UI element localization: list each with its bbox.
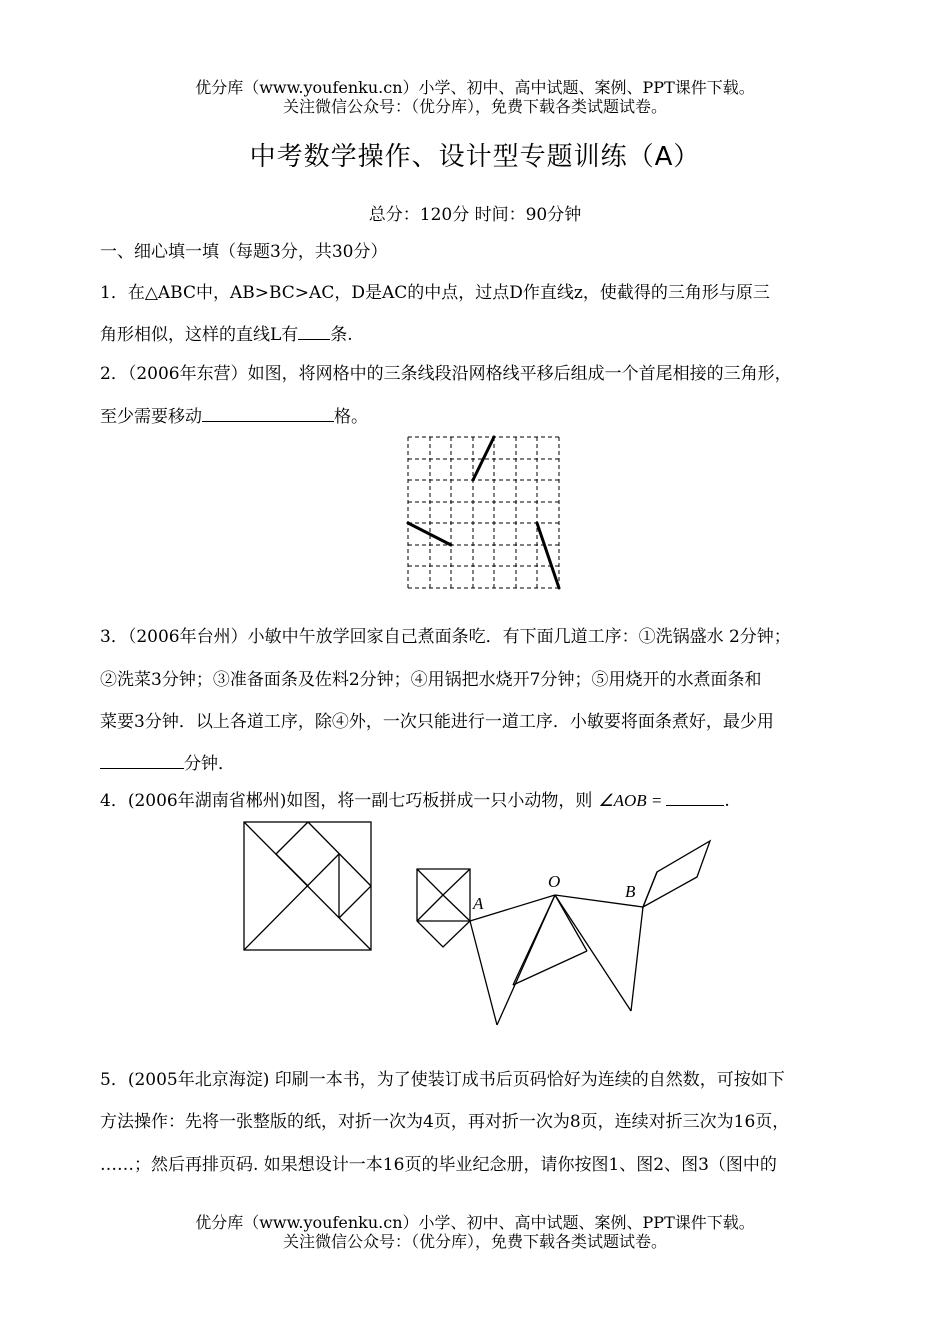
q2-line-2: [100, 402, 368, 427]
q2-text-post: 格。: [334, 407, 368, 427]
q3-text-post: 分钟．: [184, 754, 235, 774]
q1-line-2: [100, 320, 353, 345]
q1-text-post: 条.: [330, 325, 353, 345]
tangram-square-figure: [238, 818, 378, 954]
label-A: A: [473, 894, 484, 913]
footer-line-1: 优分库（www.youfenku.cn）小学、初中、高中试题、案例、PPT课件下载。: [195, 1213, 755, 1232]
q3-answer-blank[interactable]: [100, 750, 184, 769]
q2-line-1: 2．（2006年东营）如图，将网格中的三条线段沿网格线平移后组成一个首尾相接的三角形，: [100, 364, 792, 384]
q1-answer-blank[interactable]: [298, 321, 330, 340]
q4-text-pre: 4．(2006年湖南省郴州)如图，将一副七巧板拼成一只小动物，则: [100, 791, 593, 811]
q3-line-3: 菜要3分钟．以上各道工序，除④外，一次只能进行一道工序．小敏要将面条煮好，最少用: [100, 712, 774, 732]
q3-line-4: [100, 749, 235, 774]
q5-line-1: 5．(2005年北京海淀) 印刷一本书，为了使装订成书后页码恰好为连续的自然数，可按如下: [100, 1070, 785, 1090]
q3-line-2: ②洗菜3分钟；③准备面条及佐料2分钟；④用锅把水烧开7分钟；⑤用烧开的水煮面条和: [100, 670, 762, 690]
q2-segment-2: [408, 523, 451, 545]
q1-line-1: 1．在△ABC中，AB>BC>AC，D是AC的中点，过点D作直线z，使截得的三角形与原三: [100, 283, 770, 303]
q5-line-2: 方法操作：先将一张整版的纸，对折一次为4页，再对折一次为8页，连续对折三次为16页，: [100, 1112, 790, 1132]
q4-answer-blank[interactable]: [666, 787, 724, 806]
header-line-2: 关注微信公众号：（优分库），免费下载各类试题试卷。: [282, 97, 667, 116]
q3-line-1: 3．（2006年台州）小敏中午放学回家自己煮面条吃．有下面几道工序：①洗锅盛水 2分钟；: [100, 627, 791, 647]
q4-text-post: .: [724, 791, 730, 811]
section-heading: 一、细心填一填（每题3分，共30分）: [100, 242, 388, 262]
q2-segment-1: [473, 437, 494, 480]
q4-line-1: [100, 786, 730, 811]
label-O: O: [548, 872, 561, 891]
label-B: B: [625, 882, 636, 901]
q2-answer-blank[interactable]: [202, 403, 334, 422]
footer-line-2: 关注微信公众号：（优分库），免费下载各类试题试卷。: [282, 1232, 667, 1251]
header-line-1: 优分库（www.youfenku.cn）小学、初中、高中试题、案例、PPT课件下载。: [195, 78, 755, 97]
score-time: 总分：120分 时间：90分钟: [368, 205, 582, 225]
q1-text-pre: 角形相似，这样的直线L有: [100, 325, 299, 345]
page-title: 中考数学操作、设计型专题训练（A）: [249, 142, 701, 172]
tangram-animal-figure: [405, 835, 725, 1035]
q2-text-pre: 至少需要移动: [100, 407, 202, 427]
q4-angle-expression: ∠AOB =: [598, 791, 663, 810]
q2-segment-3: [537, 523, 559, 588]
q5-line-3: ……；然后再排页码. 如果想设计一本16页的毕业纪念册，请你按图1、图2、图3（图中的: [100, 1155, 777, 1175]
q2-grid-figure: [400, 430, 570, 595]
